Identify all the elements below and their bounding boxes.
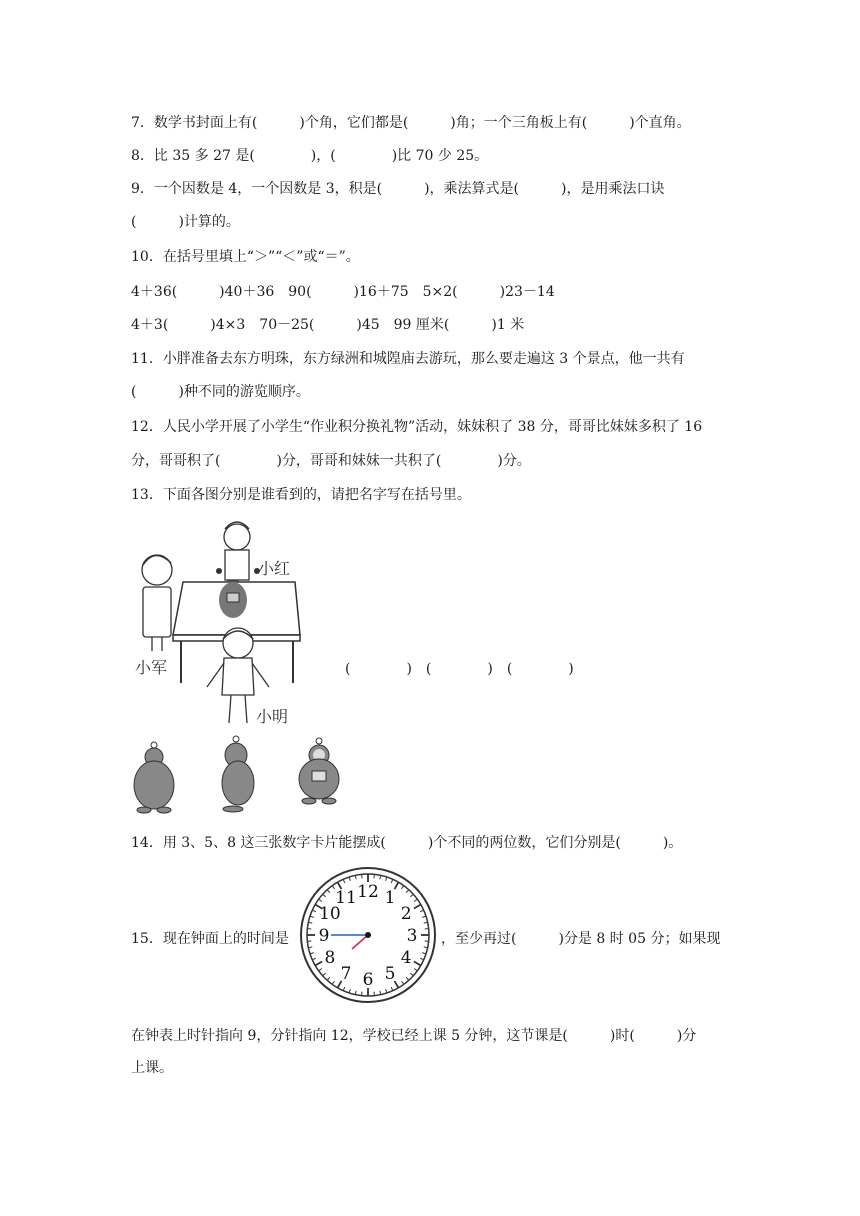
question-10-row1: 4＋36( )40＋36 90( )16＋75 5×2( )23－14 [131, 284, 555, 300]
question-7: 7．数学书封面上有( )个角，它们都是( )角；一个三角板上有( )个直角。 [131, 115, 691, 131]
question-9-line2: ( )计算的。 [131, 214, 240, 230]
clock-number: 2 [400, 904, 412, 924]
clock-number: 12 [357, 882, 379, 902]
question-10: 10．在括号里填上“＞”“＜”或“＝”。 [131, 249, 360, 265]
clock-number: 4 [400, 948, 412, 968]
label-xiaojun: 小军 [135, 658, 168, 677]
clock-number: 7 [340, 964, 352, 985]
label-xiaoming: 小明 [256, 707, 289, 726]
clock-number: 6 [362, 970, 374, 990]
question-15-prefix: 15．现在钟面上的时间是 [131, 931, 289, 947]
question-11-line1: 11．小胖准备去东方明珠，东方绿洲和城隍庙去游玩，那么要走遍这 3 个景点，他一共有 [131, 351, 685, 367]
question-11-line2: ( )种不同的游览顺序。 [131, 384, 310, 400]
clock-number: 10 [319, 904, 341, 924]
clock-number: 8 [324, 948, 336, 968]
clock-number: 3 [406, 926, 418, 946]
table-scene-figure [125, 515, 315, 730]
question-15-suffix: ，至少再过( )分是 8 时 05 分；如果现 [441, 931, 721, 947]
question-9-line1: 9．一个因数是 4，一个因数是 3，积是( )，乘法算式是( )，是用乘法口诀 [131, 181, 665, 197]
question-10-row2: 4＋3( )4×3 70－25( )45 99 厘米( )1 米 [131, 317, 525, 333]
toy-front-view [299, 738, 339, 804]
question-15-line3: 上课。 [131, 1060, 173, 1076]
toy-side-view [222, 736, 254, 812]
clock-number: 11 [335, 887, 357, 908]
question-15-line2: 在钟表上时针指向 9，分针指向 12，学校已经上课 5 分钟，这节课是( )时( )分 [131, 1028, 697, 1044]
clock-face [298, 865, 438, 1005]
clock-number: 9 [318, 926, 330, 946]
toy-views-figure [125, 733, 360, 815]
clock-number: 5 [384, 964, 396, 985]
question-12-line1: 12．人民小学开展了小学生“作业积分换礼物”活动，妹妹积了 38 分，哥哥比妹妹多积了 16 [131, 419, 703, 435]
question-13-answers: ( ) ( ) ( ) [345, 661, 574, 677]
question-14: 14．用 3、5、8 这三张数字卡片能摆成( )个不同的两位数，它们分别是( )。 [131, 835, 683, 851]
question-12-line2: 分，哥哥积了( )分，哥哥和妹妹一共积了( )分。 [131, 453, 531, 469]
question-13: 13．下面各图分别是谁看到的，请把名字写在括号里。 [131, 487, 471, 503]
clock-number: 1 [384, 887, 396, 908]
label-xiaohong: 小红 [258, 559, 291, 578]
question-8: 8．比 35 多 27 是( )，( )比 70 少 25。 [131, 148, 489, 164]
toy-back-view [134, 742, 174, 813]
